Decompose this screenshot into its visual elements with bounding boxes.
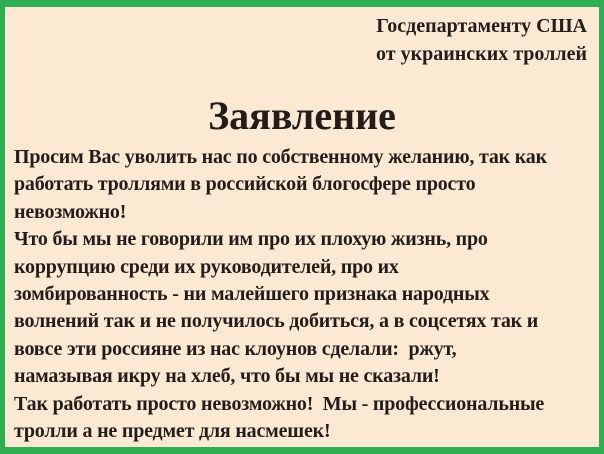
body-line: Так работать просто невозможно! Мы - профессиональные — [14, 392, 545, 415]
document-header — [5, 7, 599, 68]
document-title: Заявление — [208, 93, 396, 138]
body-line: зомбированность - ни малейшего признака народных — [14, 283, 490, 306]
body-line: Что бы мы не говорили им про их плохую жизнь, про — [14, 228, 488, 251]
body-line: волнений так и не получилось добиться, а в соцсетях так и — [14, 310, 539, 333]
body-line: вовсе эти россияне из нас клоунов сделали: ржут, — [14, 337, 457, 360]
document-body — [5, 138, 599, 445]
body-line: работать троллями в российской блогосфере просто — [14, 173, 476, 196]
addressee-line: Госдепартаменту США — [376, 15, 587, 37]
body-line: коррупцию среди их руководителей, про их — [14, 255, 399, 278]
body-line: тролли а не предмет для насмешек! — [14, 420, 331, 443]
sender-line: от украинских троллей — [376, 43, 587, 65]
body-line: намазывая икру на хлеб, что бы мы не сказали! — [14, 365, 440, 388]
body-line: невозможно! — [14, 200, 127, 223]
body-line: Просим Вас уволить нас по собственному желанию, так как — [14, 146, 547, 168]
